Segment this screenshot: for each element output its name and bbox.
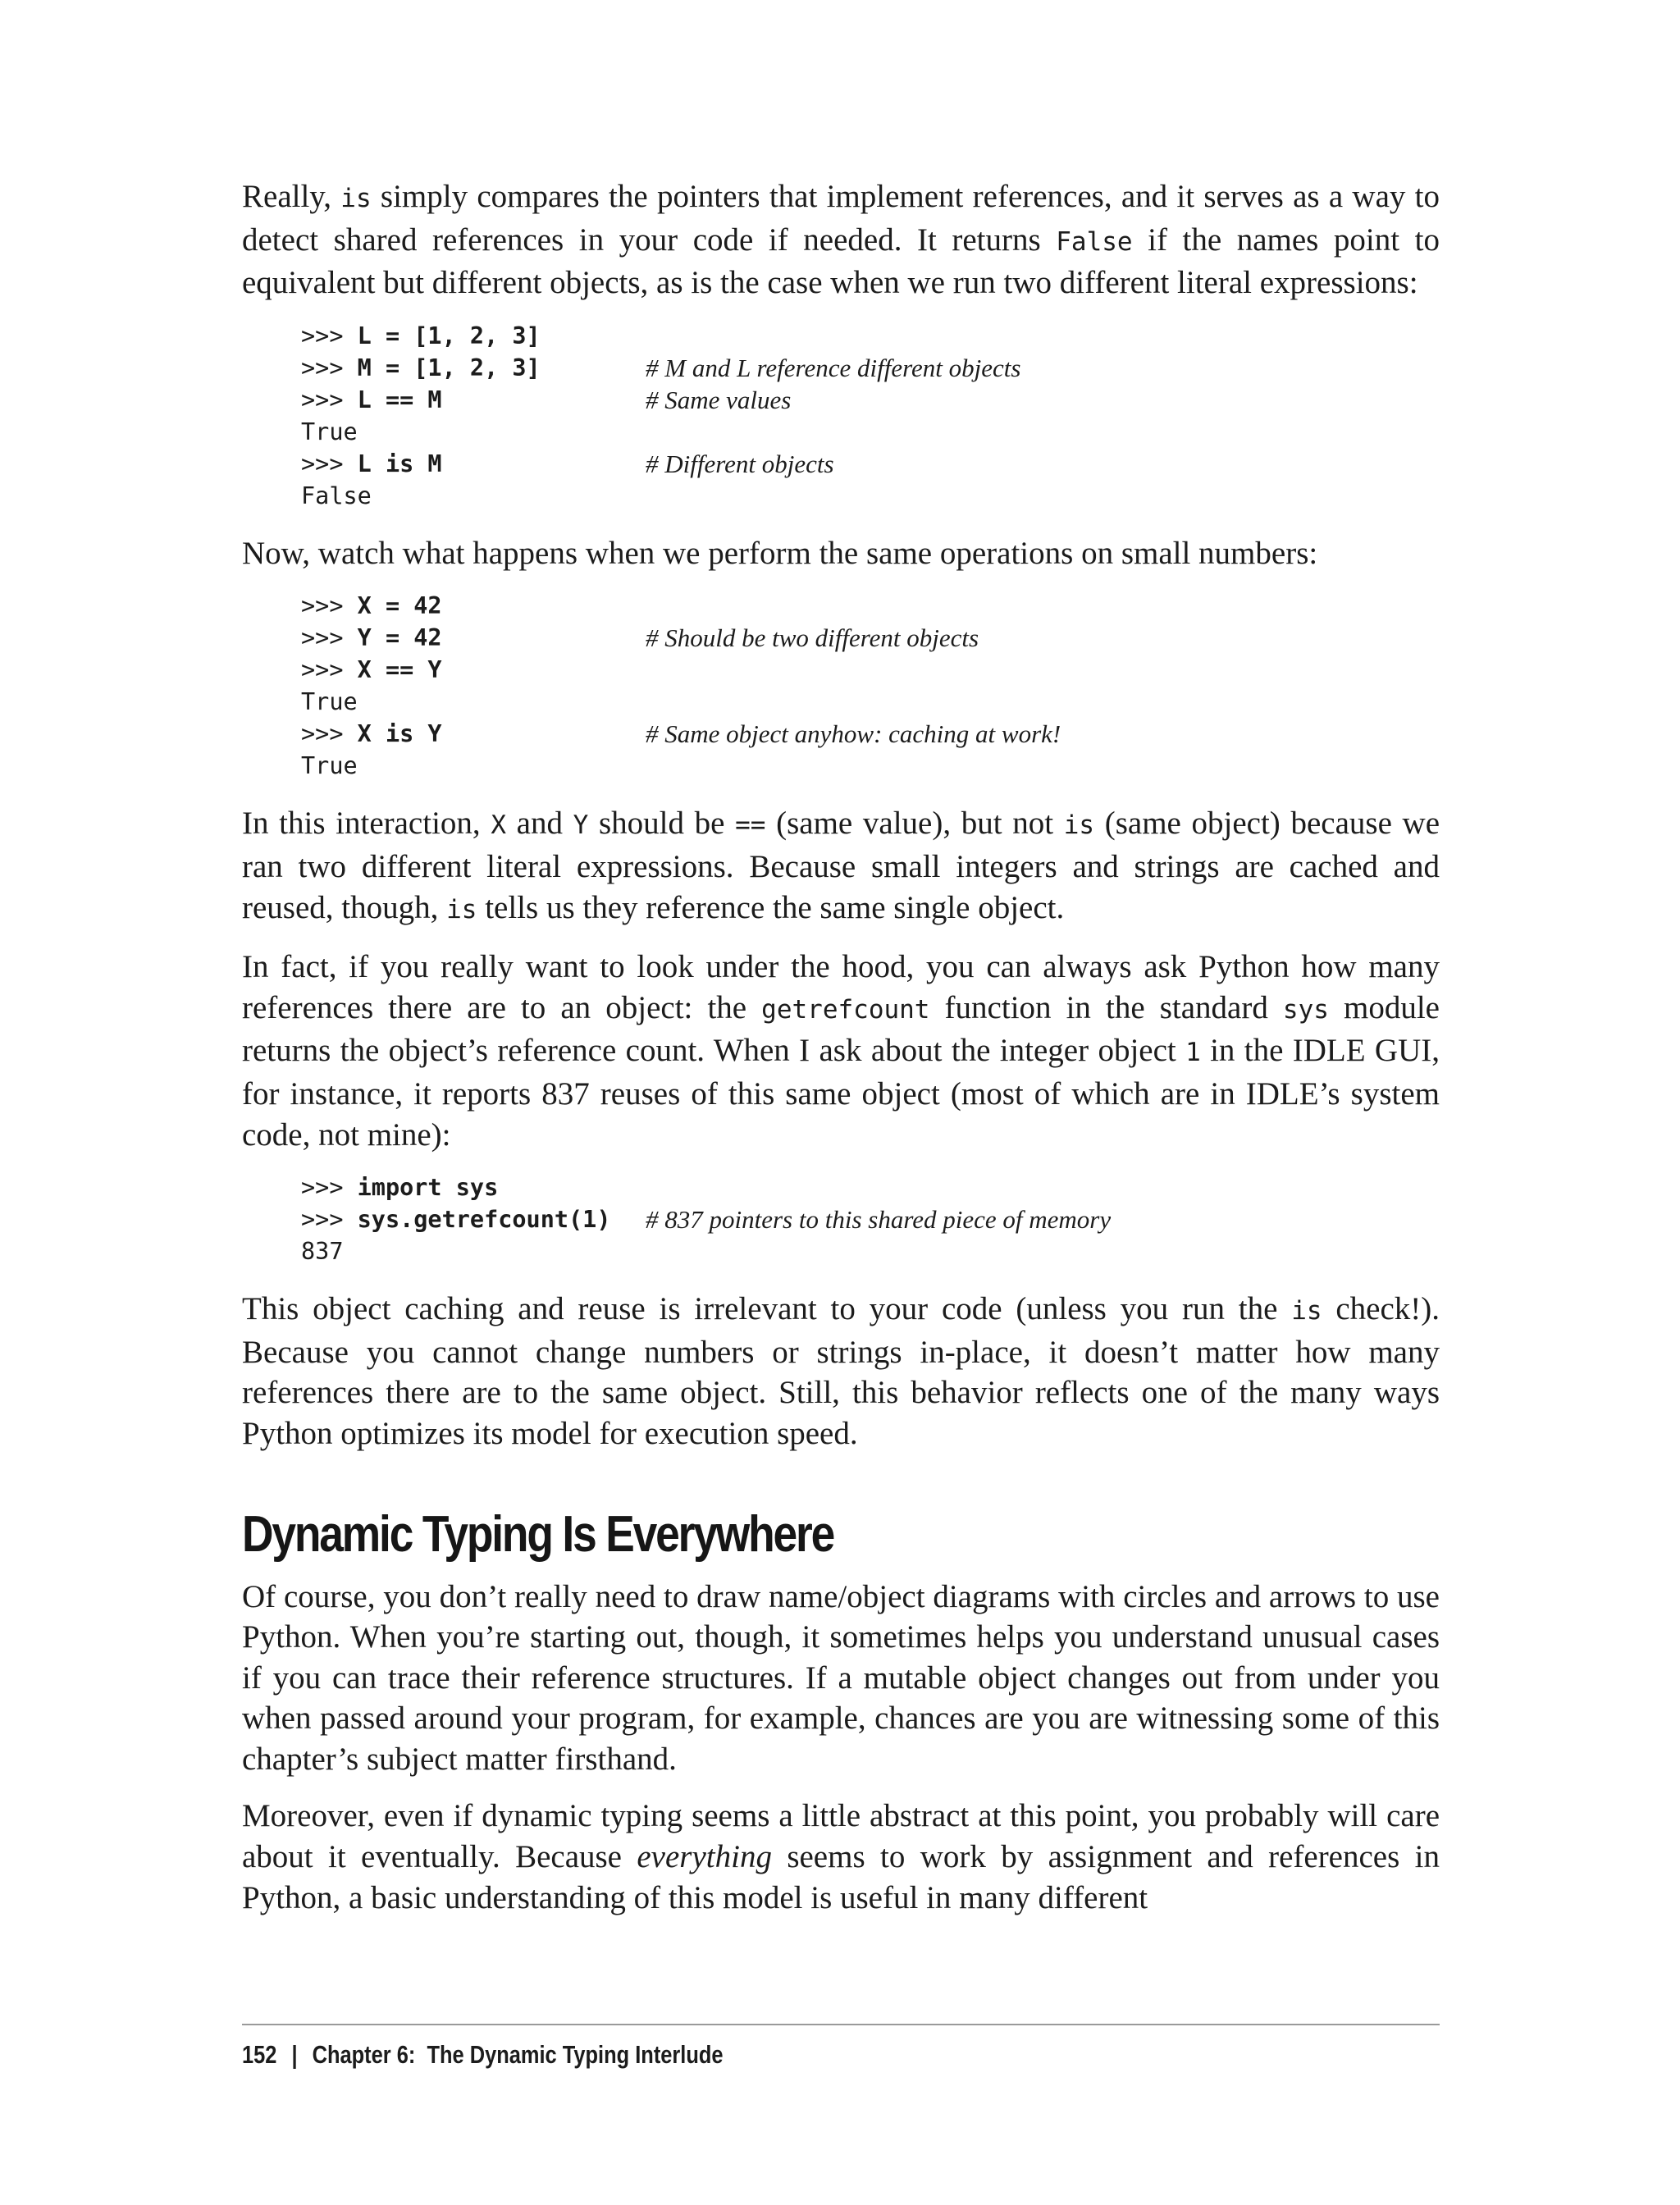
code-prompt: >>> [301, 1206, 358, 1234]
text-run: Really, [242, 179, 341, 214]
page-number: 152 [242, 2040, 277, 2069]
inline-code: Y [573, 810, 589, 841]
code-comment: # Different objects [646, 449, 834, 478]
code-output: True [301, 752, 358, 780]
code-prompt: >>> [301, 354, 358, 381]
text-run: In this interaction, [242, 806, 491, 842]
code-line [301, 686, 1440, 718]
code-line [301, 1171, 1440, 1203]
code-line [301, 352, 1440, 384]
code-command [301, 686, 646, 718]
inline-code: is [446, 894, 477, 924]
code-command [301, 320, 646, 352]
code-input: X is Y [357, 720, 442, 748]
code-prompt: >>> [301, 386, 358, 413]
code-command [301, 622, 646, 654]
inline-code: is [1063, 810, 1095, 841]
code-prompt: >>> [301, 450, 358, 477]
text-run: seems to work by assignment and references in Python, a basic understanding of this model is useful in many different [242, 1839, 1448, 1915]
text-run: tells us they reference the same single object. [477, 889, 1065, 925]
inline-code: False [1056, 226, 1133, 257]
footer-text [242, 2040, 1224, 2070]
code-input: L == M [357, 386, 442, 413]
code-command [301, 448, 646, 480]
code-input: X = 42 [357, 592, 442, 620]
code-command [301, 1171, 646, 1203]
text-run: (same value), but not [765, 806, 1064, 842]
code-output: True [301, 418, 358, 445]
code-comment: # Same values [646, 385, 792, 414]
code-line [301, 480, 1440, 512]
code-block-integers [301, 590, 1440, 782]
code-line [301, 320, 1440, 352]
code-command [301, 384, 646, 416]
inline-code: 1 [1185, 1038, 1201, 1068]
code-input: Y = 42 [357, 624, 442, 652]
code-prompt: >>> [301, 592, 358, 620]
code-command [301, 590, 646, 622]
footer-separator: | [291, 2040, 298, 2069]
text-run: Now, watch what happens when we perform the same operations on small numbers: [242, 535, 1318, 571]
text-run: if the names point to equivalent but different objects, as is the case when we run two different literal expressions: [242, 221, 1448, 301]
code-input: L is M [357, 450, 442, 477]
inline-code: sys [1282, 994, 1329, 1025]
inline-code: is [1291, 1296, 1322, 1326]
text-run: and [506, 806, 573, 842]
code-comment: # 837 pointers to this shared piece of memory [646, 1205, 1112, 1235]
code-line [301, 448, 1440, 480]
code-block-getrefcount [301, 1171, 1440, 1267]
code-prompt: >>> [301, 1174, 358, 1202]
code-line [301, 750, 1440, 782]
code-prompt: >>> [301, 720, 358, 748]
inline-code: getrefcount [761, 994, 930, 1025]
paragraph-interaction [242, 803, 1448, 930]
text-run: Of course, you don’t really need to draw name/object diagrams with circles and arrows to use Python. When you’re starting out, though, it sometimes helps you understand unusual cases if you can trace their reference structures. If a mutable object changes out from under you when passed around your program, for example, chances are you are witnessing some of this chapter’s subject matter firsthand. [242, 1578, 1448, 1777]
code-line [301, 654, 1440, 686]
code-command [301, 750, 646, 782]
inline-code: X [491, 810, 506, 841]
code-input: M = [1, 2, 3] [357, 354, 541, 381]
text-run: module returns the object’s reference count. When I ask about the integer object [242, 989, 1448, 1069]
page-footer [242, 2024, 1440, 2070]
paragraph-is-operator [242, 176, 1448, 304]
code-line [301, 384, 1440, 416]
paragraph-moreover [242, 1796, 1448, 1918]
code-input: X == Y [357, 656, 442, 684]
code-output: True [301, 688, 358, 716]
text-run: should be [588, 806, 736, 842]
text-run: This object caching and reuse is irrelevant to your code (unless you run the [242, 1291, 1292, 1327]
code-command [301, 718, 646, 750]
code-line [301, 590, 1440, 622]
text-run: check!). Because you cannot change numbers or strings in-place, it doesn’t matter how many references there are to the same object. Still, this behavior reflects one of the many ways Python optimizes its model for execution speed. [242, 1291, 1448, 1451]
text-run: simply compares the pointers that implement references, and it serves as a way to detect shared references in your code if needed. It returns [242, 179, 1448, 258]
code-output: False [301, 482, 372, 509]
code-prompt: >>> [301, 624, 358, 652]
paragraph-caching [242, 1289, 1448, 1454]
code-command [301, 352, 646, 384]
text-run: (same object) because we ran two different literal expressions. Because small integers and strings are cached and reused, though, [242, 806, 1448, 925]
paragraph-small-numbers [242, 533, 1440, 574]
text-run: In fact, if you really want to look under the hood, you can always ask Python how many references there are to an object: the [242, 949, 1448, 1025]
code-command [301, 1235, 646, 1267]
page-body [242, 176, 1448, 1934]
inline-code: == [735, 810, 766, 841]
code-command [301, 416, 646, 448]
code-command [301, 654, 646, 686]
code-comment: # Same object anyhow: caching at work! [646, 719, 1061, 749]
code-command [301, 480, 646, 512]
code-line [301, 416, 1440, 448]
code-comment: # Should be two different objects [646, 623, 979, 653]
code-prompt: >>> [301, 656, 358, 684]
paragraph-refcount [242, 947, 1448, 1155]
code-line [301, 1235, 1440, 1267]
code-block-lists [301, 320, 1440, 512]
chapter-title: Chapter 6: The Dynamic Typing Interlude [312, 2040, 724, 2069]
text-run: Moreover, even if dynamic typing seems a little abstract at this point, you probably will care about it eventually. Because [242, 1798, 1448, 1875]
code-command [301, 1203, 646, 1235]
inline-code: is [340, 184, 372, 213]
code-line [301, 1203, 1440, 1235]
emphasis-text: everything [637, 1839, 772, 1875]
code-comment: # M and L reference different objects [646, 353, 1021, 382]
code-line [301, 718, 1440, 750]
section-heading: Dynamic Typing Is Everywhere [242, 1505, 834, 1563]
code-line [301, 622, 1440, 654]
text-run: in the IDLE GUI, for instance, it reports 837 reuses of this same object (most of which are in IDLE’s system code, not mine): [242, 1033, 1448, 1153]
code-prompt: >>> [301, 322, 358, 349]
paragraph-diagrams [242, 1577, 1448, 1780]
code-input: import sys [357, 1174, 499, 1202]
code-input: sys.getrefcount(1) [357, 1206, 611, 1234]
text-run: function in the standard [929, 989, 1283, 1025]
code-input: L = [1, 2, 3] [357, 322, 541, 349]
code-output: 837 [301, 1238, 344, 1266]
